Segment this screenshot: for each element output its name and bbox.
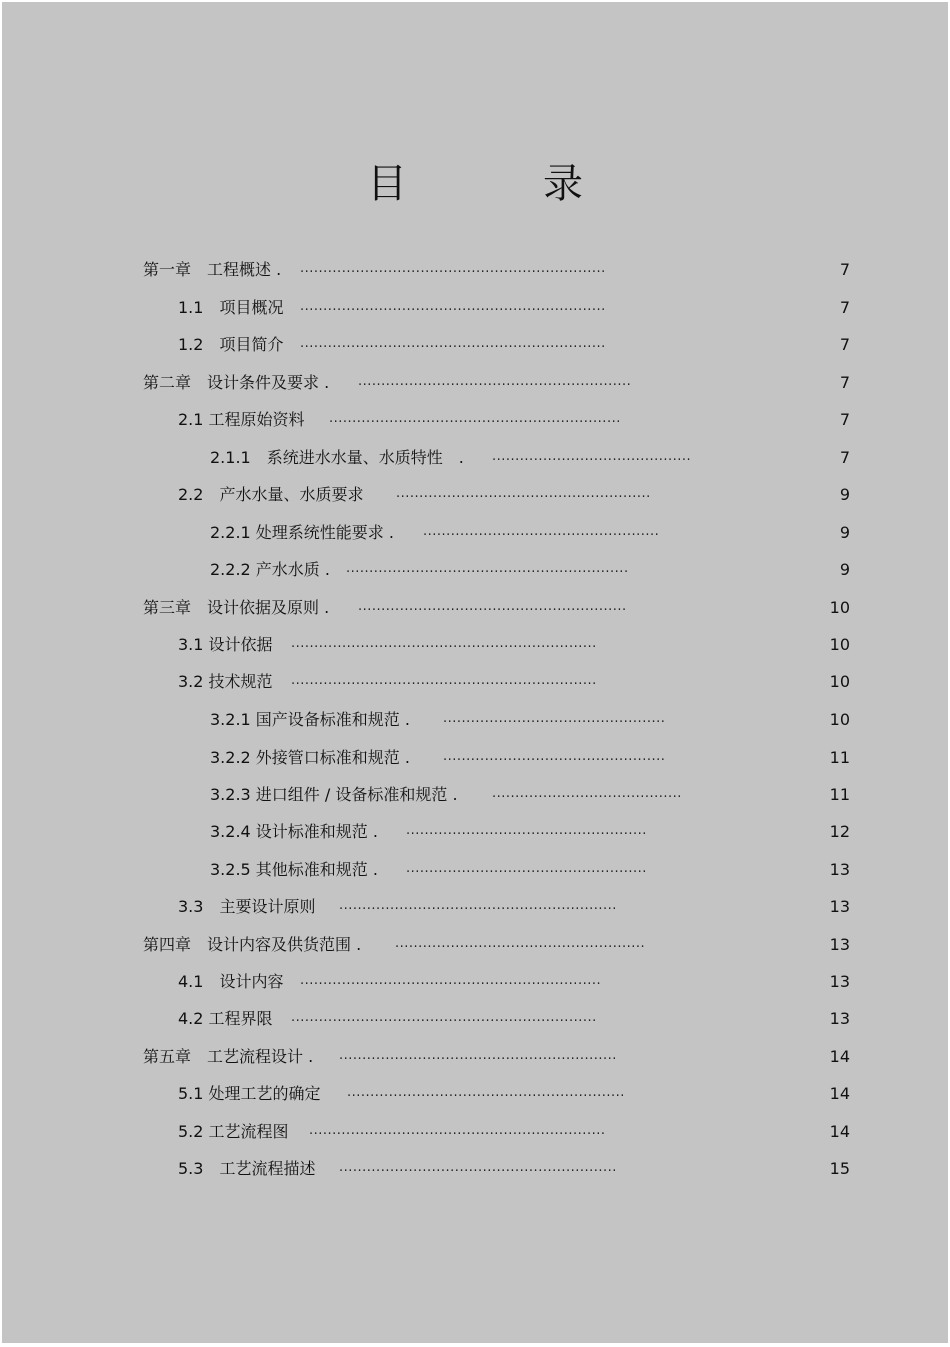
toc-entry-subsection[interactable] <box>2 558 948 582</box>
toc-leader-dots: .................................................................. <box>300 336 606 351</box>
toc-entry-label: 3.2.4 设计标准和规范 . <box>210 822 378 841</box>
toc-entry-page: 9 <box>839 523 850 542</box>
toc-entry-chapter-2[interactable] <box>2 371 948 395</box>
toc-leader-dots: ................................................................ <box>309 1123 606 1138</box>
toc-entry-label: 3.2.2 外接管口标准和规范 . <box>210 748 410 767</box>
toc-entry-subsection[interactable] <box>2 446 948 470</box>
toc-leader-dots: ............................................................ <box>339 898 617 913</box>
toc-entry-label: 3.2.1 国产设备标准和规范 . <box>210 710 410 729</box>
toc-entry-label: 第二章 设计条件及要求 . <box>143 373 330 392</box>
toc-entry-page: 11 <box>829 785 850 804</box>
toc-entry-page: 15 <box>829 1159 850 1178</box>
toc-entry-label: 第四章 设计内容及供货范围 . <box>143 935 362 954</box>
toc-entry-label: 3.3 主要设计原则 <box>178 897 316 916</box>
toc-entry-section[interactable] <box>2 333 948 357</box>
toc-entry-label: 2.2.2 产水水质 . <box>210 560 330 579</box>
toc-entry-chapter-5[interactable] <box>2 1045 948 1069</box>
toc-entry-page: 9 <box>839 560 850 579</box>
toc-entry-label: 4.1 设计内容 <box>178 972 284 991</box>
toc-entry-page: 13 <box>829 897 850 916</box>
toc-entry-section[interactable] <box>2 483 948 507</box>
toc-entry-page: 10 <box>829 672 850 691</box>
toc-leader-dots: .................................................... <box>406 861 647 876</box>
toc-entry-page: 9 <box>839 485 850 504</box>
toc-entry-page: 14 <box>829 1084 850 1103</box>
toc-entry-page: 11 <box>829 748 850 767</box>
toc-leader-dots: .................................................................. <box>300 261 606 276</box>
toc-entry-section[interactable] <box>2 408 948 432</box>
toc-leader-dots: .................................................................. <box>291 673 597 688</box>
toc-entry-page: 13 <box>829 972 850 991</box>
toc-leader-dots: ................................................... <box>423 524 660 539</box>
toc-entry-label: 1.2 项目简介 <box>178 335 284 354</box>
toc-entry-label: 3.1 设计依据 <box>178 635 273 654</box>
toc-entry-label: 3.2.3 进口组件 / 设备标准和规范 . <box>210 785 458 804</box>
toc-entry-page: 7 <box>839 298 850 317</box>
toc-entry-section[interactable] <box>2 970 948 994</box>
toc-entry-page: 14 <box>829 1047 850 1066</box>
toc-entry-section[interactable] <box>2 1120 948 1144</box>
toc-entry-page: 10 <box>829 710 850 729</box>
toc-entry-page: 7 <box>839 260 850 279</box>
toc-leader-dots: ............................................................. <box>346 561 629 576</box>
toc-entry-label: 5.1 处理工艺的确定 <box>178 1084 321 1103</box>
toc-entry-subsection[interactable] <box>2 783 948 807</box>
toc-entry-label: 3.2 技术规范 <box>178 672 273 691</box>
toc-leader-dots: ................................................ <box>443 749 666 764</box>
toc-entry-section[interactable] <box>2 633 948 657</box>
toc-leader-dots: ................................................................. <box>300 973 602 988</box>
toc-entry-section[interactable] <box>2 1082 948 1106</box>
toc-entry-page: 13 <box>829 935 850 954</box>
toc-leader-dots: ............................................................ <box>339 1160 617 1175</box>
toc-entry-label: 2.2.1 处理系统性能要求 . <box>210 523 394 542</box>
toc-entry-chapter-3[interactable] <box>2 596 948 620</box>
toc-entry-label: 2.1 工程原始资料 <box>178 410 305 429</box>
toc-leader-dots: ...................................................... <box>395 936 646 951</box>
toc-entry-label: 第五章 工艺流程设计 . <box>143 1047 314 1066</box>
toc-entry-page: 13 <box>829 1009 850 1028</box>
toc-entry-subsection[interactable] <box>2 746 948 770</box>
page-title: 目 录 <box>367 161 631 207</box>
toc-leader-dots: ............................................................ <box>339 1048 617 1063</box>
toc-leader-dots: .......................................................... <box>358 599 627 614</box>
toc-entry-section[interactable] <box>2 1157 948 1181</box>
toc-entry-chapter-4[interactable] <box>2 933 948 957</box>
toc-leader-dots: ....................................................... <box>396 486 651 501</box>
toc-entry-label: 2.2 产水水量、水质要求 <box>178 485 364 504</box>
toc-leader-dots: ........................................................... <box>358 374 632 389</box>
toc-leader-dots: ............................................................ <box>347 1085 625 1100</box>
toc-entry-page: 7 <box>839 410 850 429</box>
toc-leader-dots: .................................................................. <box>300 299 606 314</box>
toc-entry-page: 7 <box>839 373 850 392</box>
toc-entry-label: 5.3 工艺流程描述 <box>178 1159 316 1178</box>
toc-entry-page: 7 <box>839 448 850 467</box>
toc-entry-label: 4.2 工程界限 <box>178 1009 273 1028</box>
toc-entry-page: 10 <box>829 635 850 654</box>
toc-entry-subsection[interactable] <box>2 521 948 545</box>
toc-entry-section[interactable] <box>2 1007 948 1031</box>
toc-leader-dots: ............................................................... <box>329 411 621 426</box>
toc-entry-subsection[interactable] <box>2 820 948 844</box>
toc-leader-dots: ................................................ <box>443 711 666 726</box>
toc-entry-page: 13 <box>829 860 850 879</box>
toc-leader-dots: .................................................................. <box>291 636 597 651</box>
toc-entry-page: 14 <box>829 1122 850 1141</box>
toc-entry-section[interactable] <box>2 670 948 694</box>
toc-entry-section[interactable] <box>2 895 948 919</box>
toc-entry-subsection[interactable] <box>2 708 948 732</box>
toc-entry-label: 第三章 设计依据及原则 . <box>143 598 330 617</box>
toc-leader-dots: ......................................... <box>492 786 682 801</box>
toc-entry-chapter-1[interactable] <box>2 258 948 282</box>
toc-entry-page: 12 <box>829 822 850 841</box>
toc-entry-label: 2.1.1 系统进水水量、水质特性 . <box>210 448 464 467</box>
toc-entry-label: 5.2 工艺流程图 <box>178 1122 289 1141</box>
toc-leader-dots: ........................................... <box>492 449 692 464</box>
toc-leader-dots: .................................................... <box>406 823 647 838</box>
toc-entry-label: 3.2.5 其他标准和规范 . <box>210 860 378 879</box>
toc-leader-dots: .................................................................. <box>291 1010 597 1025</box>
toc-entry-section[interactable] <box>2 296 948 320</box>
toc-entry-label: 1.1 项目概况 <box>178 298 284 317</box>
toc-entry-subsection[interactable] <box>2 858 948 882</box>
toc-entry-page: 7 <box>839 335 850 354</box>
toc-entry-page: 10 <box>829 598 850 617</box>
toc-entry-label: 第一章 工程概述 . <box>143 260 282 279</box>
document-page <box>2 2 948 1343</box>
